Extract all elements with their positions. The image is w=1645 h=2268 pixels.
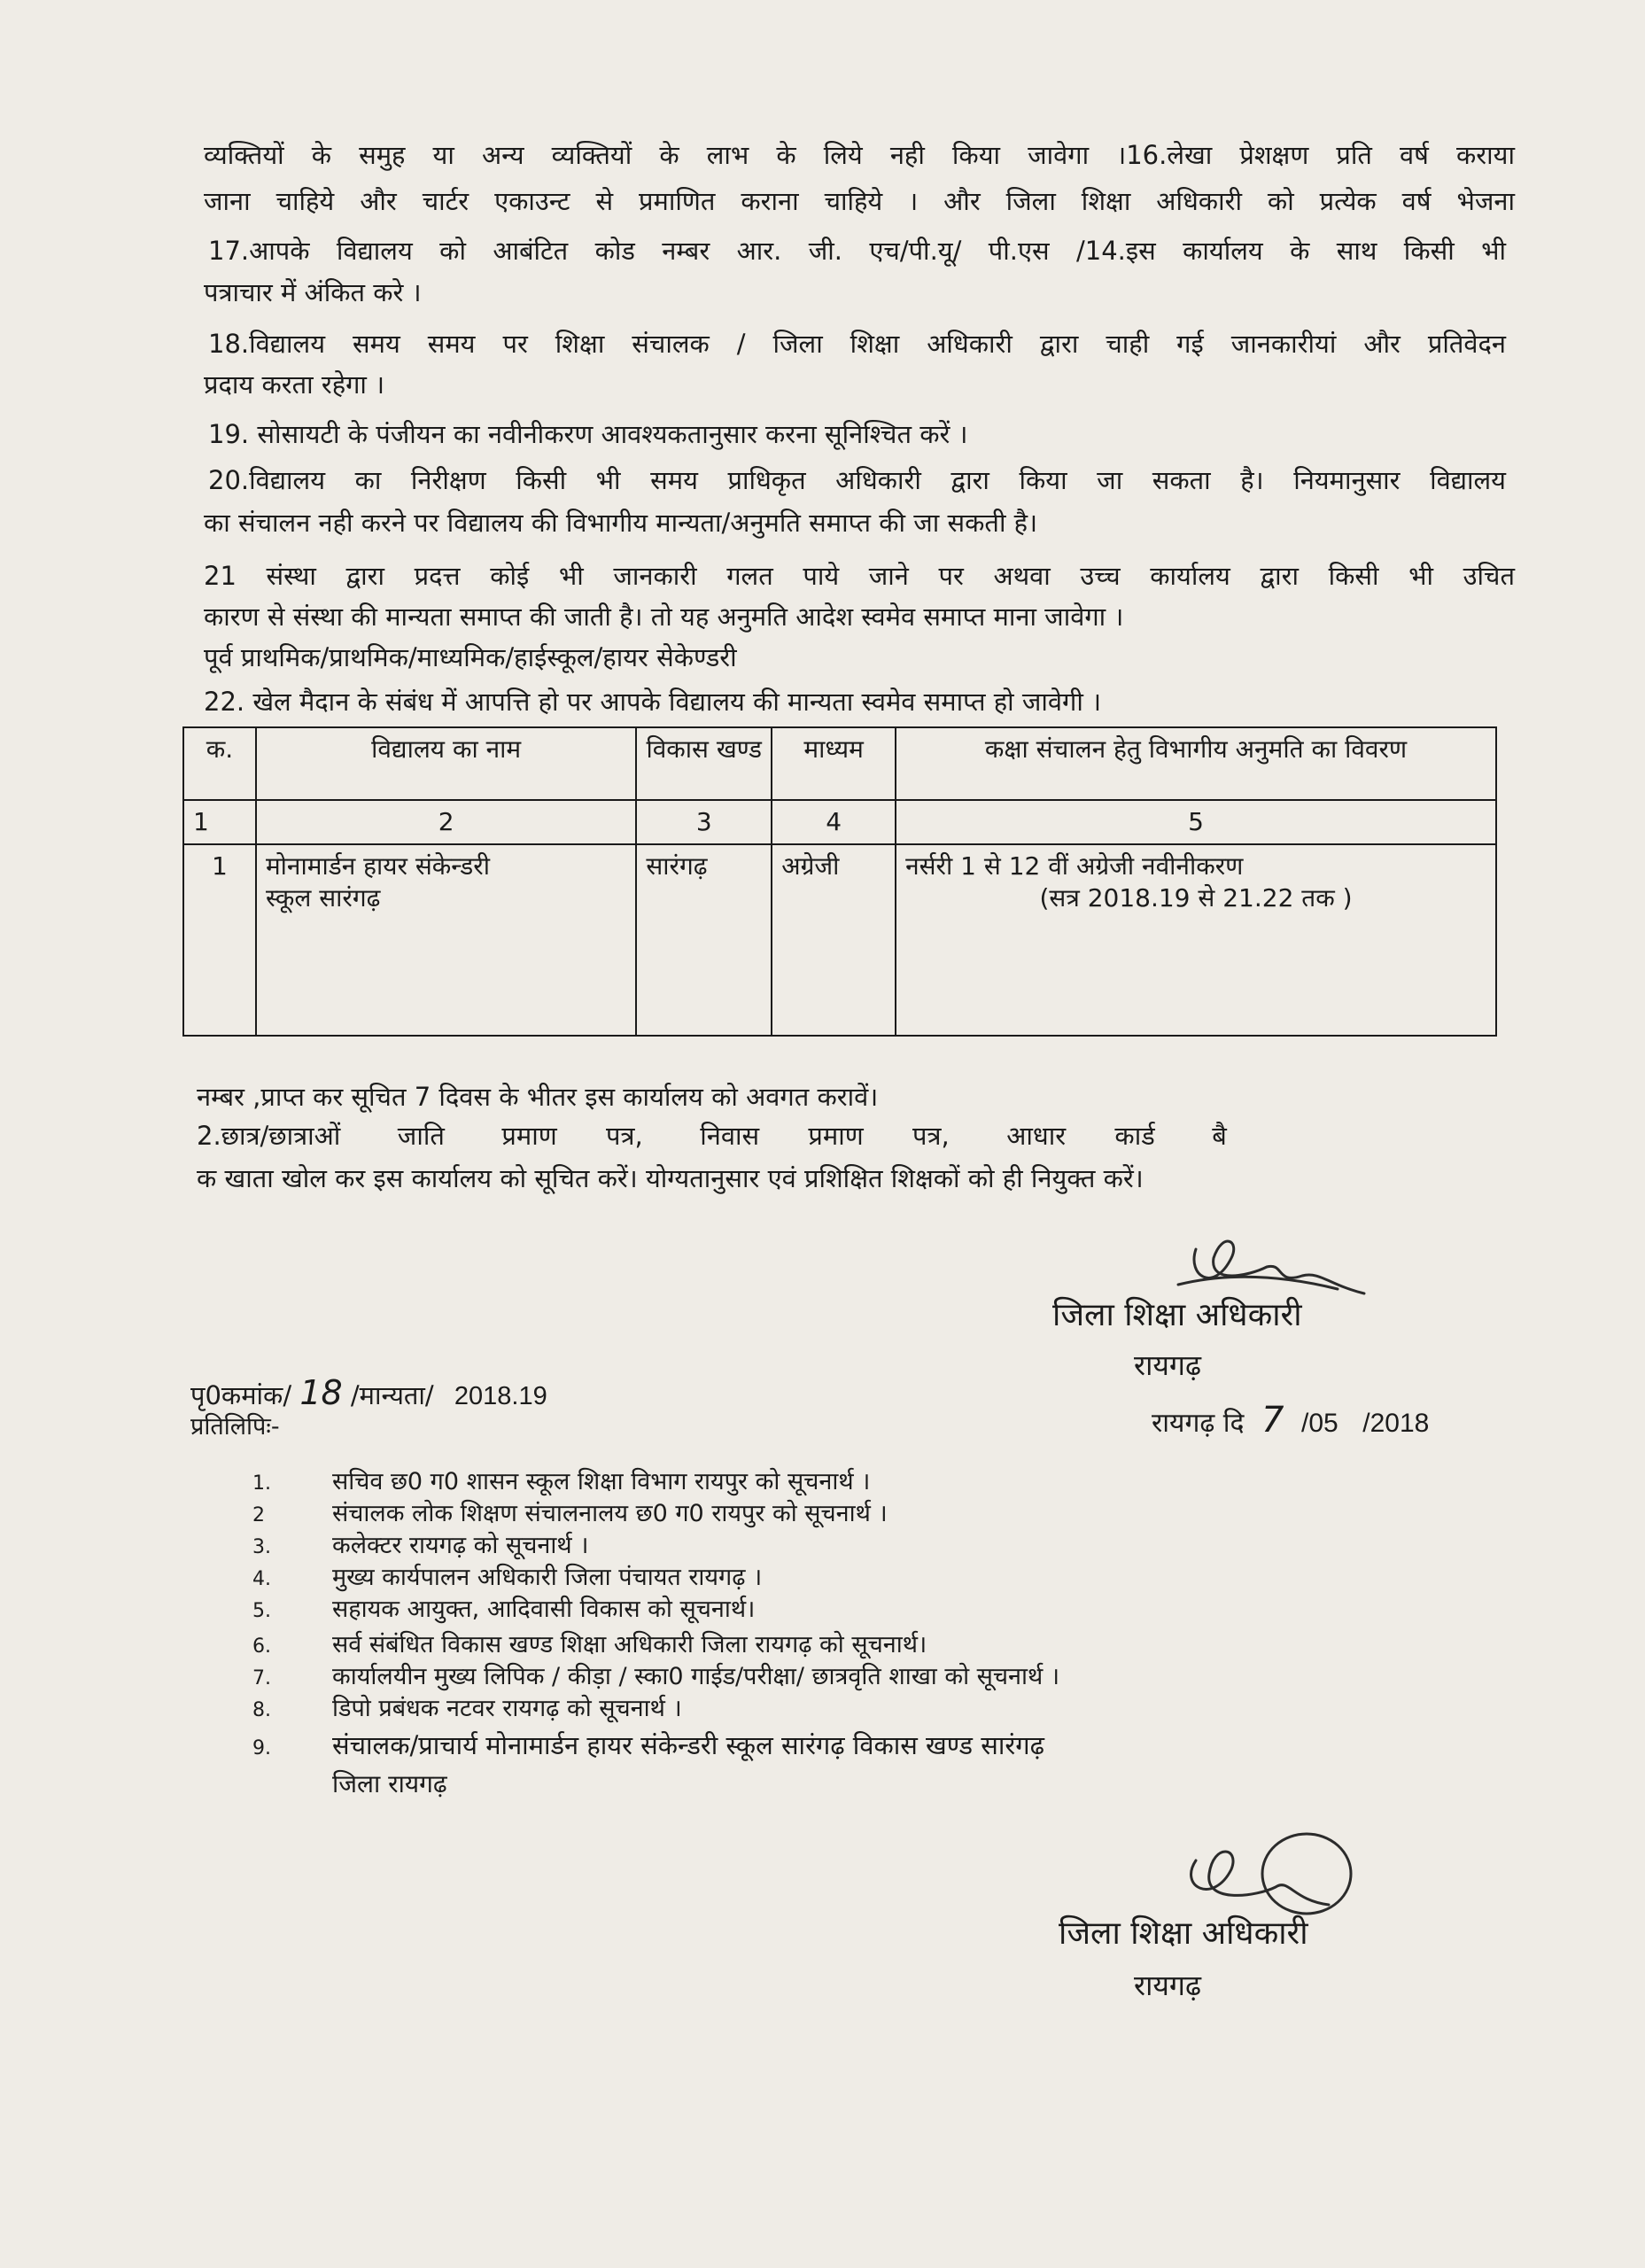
reference-line	[190, 1373, 547, 1412]
copy-label: प्रतिलिपिः-	[190, 1413, 280, 1441]
date-day: 7	[1261, 1400, 1284, 1441]
cc-item	[252, 1690, 682, 1723]
ref-number-value: 18	[299, 1373, 343, 1412]
after-line: नम्बर ,प्राप्त कर सूचित 7 दिवस के भीतर इस कार्यालय को अवगत करावें।	[197, 1082, 879, 1112]
signature1-title: जिला शिक्षा अधिकारी	[1052, 1297, 1302, 1333]
body-line: 20.विद्यालय का निरीक्षण किसी भी समय प्राधिकृत अधिकारी द्वारा किया जा सकता है। नियमानुसार विद्यालय	[208, 465, 1506, 495]
col-header-detail: कक्षा संचालन हेतु विभागीय अनुमति का विवरण	[896, 727, 1496, 800]
row-medium: अग्रेजी	[772, 844, 896, 1036]
cc-number: 4.	[252, 1568, 271, 1590]
cc-text: संचालक लोक शिक्षण संचालनालय छ0 ग0 रायपुर को सूचनार्थ ।	[332, 1500, 888, 1527]
detail-line2: (सत्र 2018.19 से 21.22 तक )	[1039, 883, 1353, 913]
ref-subject: /मान्यता/	[350, 1380, 434, 1410]
cc-item	[252, 1658, 1059, 1691]
cc-text: मुख्य कार्यपालन अधिकारी जिला पंचायत रायगढ़ ।	[332, 1564, 763, 1591]
cc-number: 1.	[252, 1472, 271, 1495]
cc-number: 9.	[252, 1737, 271, 1759]
after-line: क खाता खोल कर इस कार्यालय को सूचित करें। योग्यतानुसार एवं प्रशिक्षित शिक्षकों को ही नियुक्त करें।	[197, 1163, 1144, 1193]
signature1-place: रायगढ़	[1134, 1348, 1201, 1382]
col-number: 3	[636, 800, 772, 844]
body-line: जाना चाहिये और चार्टर एकाउन्ट से प्रमाणित कराना चाहिये । और जिला शिक्षा अधिकारी को प्रत्येक वर्ष भेजना	[204, 186, 1515, 216]
body-line: पूर्व प्राथमिक/प्राथमिक/माध्यमिक/हाईस्कूल/हायर सेकेण्डरी	[204, 642, 737, 672]
ref-number-label: पृ0कमांक/	[190, 1380, 292, 1410]
col-number: 5	[896, 800, 1496, 844]
cc-text: कलेक्टर रायगढ़ को सूचनार्थ ।	[332, 1532, 589, 1559]
cc-text: सर्व संबंधित विकास खण्ड शिक्षा अधिकारी जिला रायगढ़ को सूचनार्थ।	[332, 1631, 927, 1658]
cc-number: 3.	[252, 1536, 271, 1558]
table-number-row	[183, 800, 1496, 844]
body-line: 17.आपके विद्यालय को आबंटित कोड नम्बर आर. जी. एच/पी.यू/ पी.एस /14.इस कार्यालय के साथ किसी भी	[208, 236, 1506, 266]
cc-item	[252, 1527, 588, 1560]
table-row	[183, 844, 1496, 1036]
cc-item	[252, 1627, 927, 1659]
cc-item	[252, 1495, 888, 1528]
school-name-line1: मोनामार्डन हायर संकेन्डरी	[265, 851, 490, 881]
cc-text: कार्यालयीन मुख्य लिपिक / कीड़ा / स्का0 गाईड/परीक्षा/ छात्रवृति शाखा को सूचनार्थ ।	[332, 1663, 1060, 1690]
body-line: 22. खेल मैदान के संबंध में आपत्ति हो पर आपके विद्यालय की मान्यता स्वमेव समाप्त हो जावेगी ।	[204, 687, 1102, 717]
row-block: सारंगढ़	[636, 844, 772, 1036]
body-line: 19. सोसायटी के पंजीयन का नवीनीकरण आवश्यकतानुसार करना सूनिश्चित करें ।	[208, 419, 968, 449]
cc-number: 7.	[252, 1667, 271, 1689]
body-line: प्रदाय करता रहेगा ।	[204, 369, 385, 400]
cc-number: 8.	[252, 1699, 271, 1721]
col-header-sno: क.	[183, 727, 256, 800]
table-header-row	[183, 727, 1496, 800]
cc-item	[252, 1728, 1044, 1762]
date-month: /05	[1301, 1409, 1339, 1438]
row-school-name	[256, 844, 636, 1036]
col-number: 1	[183, 800, 256, 844]
cc-wrap-line: जिला रायगढ़	[332, 1769, 447, 1798]
body-line: व्यक्तियों के समुह या अन्य व्यक्तियों के लाभ के लिये नही किया जावेगा ।16.लेखा प्रेशक्षण प्रति वर्ष कराया	[204, 140, 1515, 170]
cc-item	[252, 1591, 755, 1624]
cc-text: संचालक/प्राचार्य मोनामार्डन हायर संकेन्डरी स्कूल सारंगढ़ विकास खण्ड सारंगढ़	[332, 1730, 1044, 1760]
signature2-place: रायगढ़	[1134, 1969, 1201, 2002]
col-number: 2	[256, 800, 636, 844]
cc-number: 5.	[252, 1600, 271, 1622]
cc-text: सहायक आयुक्त, आदिवासी विकास को सूचनार्थ।	[332, 1596, 756, 1623]
body-line: कारण से संस्था की मान्यता समाप्त की जाती है। तो यह अनुमति आदेश स्वमेव समाप्त माना जावेगा ।	[204, 602, 1124, 632]
body-line: 18.विद्यालय समय समय पर शिक्षा संचालक / जिला शिक्षा अधिकारी द्वारा चाही गई जानकारीयां और प्रतिवेदन	[208, 329, 1506, 359]
cc-text: डिपो प्रबंधक नटवर रायगढ़ को सूचनार्थ ।	[332, 1695, 682, 1722]
cc-item	[252, 1559, 762, 1592]
col-number: 4	[772, 800, 896, 844]
recognition-table	[182, 726, 1497, 1037]
date-prefix: रायगढ़ दि	[1152, 1408, 1245, 1439]
after-line: 2.छात्र/छात्राओं जाति प्रमाण पत्र, निवास प्रमाण पत्र, आधार कार्ड बै	[197, 1121, 1227, 1151]
col-header-school: विद्यालय का नाम	[256, 727, 636, 800]
body-line: 21 संस्था द्वारा प्रदत्त कोई भी जानकारी गलत पाये जाने पर अथवा उच्च कार्यालय द्वारा किसी भी उचित	[204, 561, 1515, 591]
cc-text: सचिव छ0 ग0 शासन स्कूल शिक्षा विभाग रायपुर को सूचनार्थ ।	[332, 1468, 871, 1495]
row-detail	[896, 844, 1496, 1036]
body-line: पत्राचार में अंकित करे ।	[204, 277, 422, 307]
school-name-line2: स्कूल सारंगढ़	[265, 883, 381, 913]
cc-number: 2	[252, 1504, 265, 1526]
col-header-medium: माध्यम	[772, 727, 896, 800]
signature2-title: जिला शिक्षा अधिकारी	[1059, 1915, 1308, 1952]
body-line: का संचालन नही करने पर विद्यालय की विभागीय मान्यता/अनुमति समाप्त की जा सकती है।	[204, 508, 1038, 538]
ref-year: 2018.19	[454, 1382, 547, 1410]
col-header-block: विकास खण्ड	[636, 727, 772, 800]
date-line	[1152, 1400, 1429, 1441]
row-sno: 1	[183, 844, 256, 1036]
cc-item	[252, 1464, 870, 1496]
date-year: /2018	[1362, 1409, 1430, 1438]
cc-number: 6.	[252, 1635, 271, 1658]
detail-line1: नर्सरी 1 से 12 वीं अग्रेजी नवीनीकरण	[905, 851, 1244, 881]
